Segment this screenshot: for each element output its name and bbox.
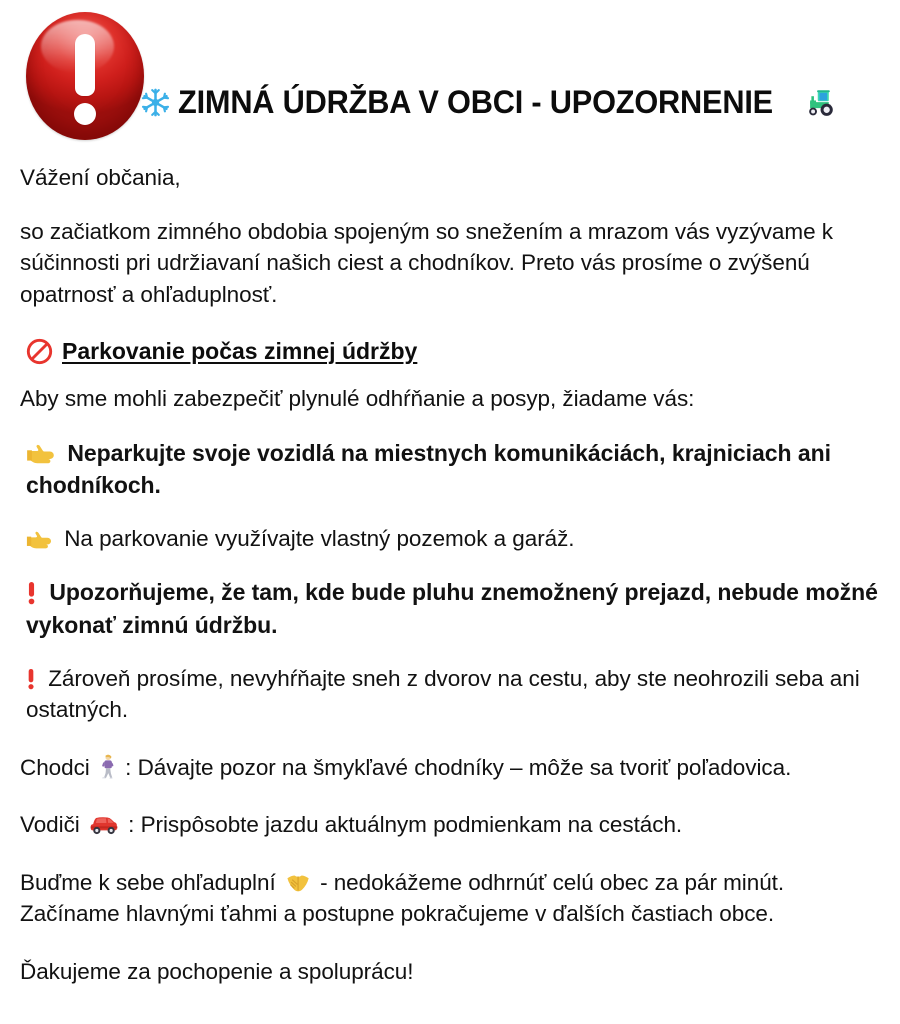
notice-header (0, 0, 900, 148)
title-row (140, 84, 839, 121)
parking-heading (20, 338, 878, 365)
badge-exclamation-bar (75, 34, 95, 97)
warning-item-2-text: Zároveň prosíme, nevyhŕňajte sneh z dvorov na cestu, aby ste neohrozili seba ani ostatných. (26, 665, 860, 723)
parking-heading-label: Parkovanie počas zimnej údržby (62, 338, 418, 364)
page-title: ZIMNÁ ÚDRŽBA V OBCI - UPOZORNENIE (178, 84, 773, 120)
intro-paragraph: so začiatkom zimného obdobia spojeným so snežením a mrazom vás vyzývame k súčinnosti pri udržiavaní našich ciest a chodníkov. Preto vás prosíme o zvýšenú opatrnosť a ohľaduplnosť. (20, 218, 833, 307)
thanks-paragraph: Ďakujeme za pochopenie a spoluprácu! (20, 958, 414, 984)
closing-part-two: - nedokážeme odhrnúť celú obec za pár minút. Začíname hlavnými ťahmi a postupne pokračujeme v ďalších častiach obce. (20, 869, 785, 927)
closing-part-one: Buďme k sebe ohľaduplní (20, 869, 276, 895)
tractor-icon (805, 88, 839, 118)
handshake-icon (285, 872, 311, 894)
salutation: Vážení občania, (20, 165, 181, 190)
pedestrians-text: Dávajte pozor na šmykľavé chodníky – môže sa tvoriť poľadovica. (137, 754, 792, 780)
bullet-item-2-text: Na parkovanie využívajte vlastný pozemok a garáž. (64, 525, 575, 551)
pedestrians-label: Chodci (20, 754, 90, 780)
warning-item-1-text: Upozorňujeme, že tam, kde bude pluhu znemožnený prejazd, nebude možné vykonať zimnú údržbu. (26, 579, 878, 638)
notice-body (0, 162, 900, 987)
bullet-item-1-text: Neparkujte svoje vozidlá na miestnych komunikáciách, krajniciach ani chodníkoch. (26, 439, 831, 498)
red-car-icon (89, 814, 119, 836)
closing-paragraph (20, 867, 878, 930)
pointing-right-icon (26, 443, 55, 465)
pedestrians-separator: : (125, 754, 132, 780)
red-exclamation-badge-icon (26, 12, 144, 140)
warning-item-1 (20, 576, 878, 640)
bullet-item-1 (20, 437, 878, 501)
snowflake-icon (140, 87, 171, 118)
prohibited-icon (26, 338, 53, 365)
red-exclamation-icon (26, 668, 36, 690)
bullet-item-2 (20, 523, 878, 555)
red-exclamation-icon (26, 581, 37, 605)
drivers-line (20, 809, 878, 841)
parking-intro: Aby sme mohli zabezpečiť plynulé odhŕňanie a posyp, žiadame vás: (20, 386, 695, 411)
drivers-text: Prispôsobte jazdu aktuálnym podmienkam na cestách. (140, 812, 683, 838)
drivers-separator: : (128, 812, 135, 838)
warning-item-2 (20, 663, 878, 726)
pointing-right-icon (26, 530, 52, 550)
drivers-label: Vodiči (20, 812, 80, 838)
badge-exclamation-dot (74, 103, 96, 125)
pedestrians-line (20, 752, 878, 784)
pedestrian-walking-icon (99, 754, 116, 779)
